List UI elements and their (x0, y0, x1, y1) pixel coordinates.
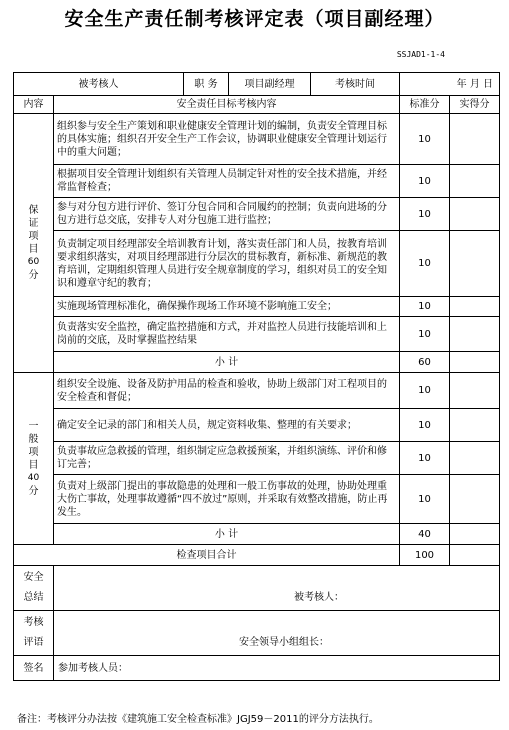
table-row (14, 297, 500, 317)
actual-score-cell[interactable] (450, 114, 500, 165)
actual-score-cell[interactable] (450, 165, 500, 198)
table-row (14, 409, 500, 442)
item-text: 根据项目安全管理计划组织有关管理人员制定针对性的安全技术措施，并经常监督检查； (54, 165, 400, 198)
actual-score-cell[interactable] (450, 317, 500, 352)
item-score: 10 (400, 165, 450, 198)
item-score: 10 (400, 114, 450, 165)
item-score: 10 (400, 442, 450, 475)
date-value: 年 月 日 (400, 73, 500, 96)
total-label: 检查项目合计 (14, 545, 400, 566)
actual-score-cell[interactable] (450, 373, 500, 409)
subtotal-label: 小 计 (54, 352, 400, 373)
column-header-row (14, 96, 500, 114)
total-row (14, 545, 500, 566)
table-row (14, 317, 500, 352)
col-items: 安全责任目标考核内容 (54, 96, 400, 114)
item-text: 组织参与安全生产策划和职业健康安全管理计划的编制，负责安全管理目标的具体实施；组织召开安全生产工作会议，协调职业健康安全管理计划运行中的重大问题； (54, 114, 400, 165)
actual-subtotal-cell[interactable] (450, 524, 500, 545)
actual-score-cell[interactable] (450, 475, 500, 524)
subtotal-row (14, 352, 500, 373)
subtotal-score: 40 (400, 524, 450, 545)
header-row (14, 73, 500, 96)
actual-score-cell[interactable] (450, 231, 500, 297)
review-row (14, 611, 500, 656)
examinee-label: 被考核人 (14, 73, 184, 96)
item-text: 确定安全记录的部门和相关人员，规定资料收集、整理的有关要求； (54, 409, 400, 442)
table-row (14, 165, 500, 198)
footnote: 备注：考核评分办法按《建筑施工安全检查标准》JGJ59－2011的评分方法执行。 (17, 714, 379, 725)
position-label: 职 务 (184, 73, 229, 96)
actual-subtotal-cell[interactable] (450, 352, 500, 373)
item-score: 10 (400, 409, 450, 442)
position-value: 项目副经理 (229, 73, 311, 96)
item-score: 10 (400, 373, 450, 409)
table-row (14, 114, 500, 165)
item-score: 10 (400, 317, 450, 352)
actual-score-cell[interactable] (450, 297, 500, 317)
actual-total-cell[interactable] (450, 545, 500, 566)
assessment-table (13, 72, 500, 681)
summary-label: 安全 总结 (14, 566, 54, 611)
item-score: 10 (400, 198, 450, 231)
review-signer[interactable]: 安全领导小组组长： (54, 611, 500, 656)
actual-score-cell[interactable] (450, 409, 500, 442)
col-content: 内容 (14, 96, 54, 114)
subtotal-score: 60 (400, 352, 450, 373)
general-section-label: 一 般 项 目 40 分 (14, 373, 54, 545)
table-row (14, 198, 500, 231)
item-text: 负责制定项目经理部安全培训教育计划，落实责任部门和人员，按教育培训要求组织落实，对项目经理部进行分层次的贯标教育，新标准、新规范的教育培训，定期组织管理人员进行安全规章制度的学习，组织对员工的安全知识和遵章守纪的教育； (54, 231, 400, 297)
actual-score-cell[interactable] (450, 198, 500, 231)
item-score: 10 (400, 297, 450, 317)
item-text: 实施现场管理标准化，确保操作现场工作环境不影响施工安全； (54, 297, 400, 317)
sign-participants[interactable]: 参加考核人员： (54, 656, 500, 681)
item-score: 10 (400, 231, 450, 297)
table-row (14, 442, 500, 475)
review-label: 考核 评语 (14, 611, 54, 656)
table-row (14, 475, 500, 524)
subtotal-label: 小 计 (54, 524, 400, 545)
form-code: SSJAD1-1-4 (396, 50, 445, 59)
item-text: 组织安全设施、设备及防护用品的检查和验收，协助上级部门对工程项目的安全检查和督促； (54, 373, 400, 409)
form-title: 安全生产责任制考核评定表（项目副经理） (64, 8, 445, 30)
time-label: 考核时间 (311, 73, 400, 96)
item-text: 负责落实安全监控，确定监控措施和方式，并对监控人员进行技能培训和上岗前的交底，及时掌握监控结果 (54, 317, 400, 352)
table-row (14, 231, 500, 297)
col-standard: 标准分 (400, 96, 450, 114)
item-text: 负责事故应急救援的管理，组织制定应急救援预案，并组织演练、评价和修订完善； (54, 442, 400, 475)
item-text: 参与对分包方进行评价、签订分包合同和合同履约的控制；负责向进场的分包方进行总交底，安排专人对分包施工进行监控； (54, 198, 400, 231)
table-row (14, 373, 500, 409)
subtotal-row (14, 524, 500, 545)
sign-label: 签名 (14, 656, 54, 681)
sign-row (14, 656, 500, 681)
actual-score-cell[interactable] (450, 442, 500, 475)
total-score: 100 (400, 545, 450, 566)
summary-signer[interactable]: 被考核人： (54, 566, 500, 611)
summary-row (14, 566, 500, 611)
item-score: 10 (400, 475, 450, 524)
item-text: 负责对上级部门提出的事故隐患的处理和一般工伤事故的处理，协助处理重大伤亡事故，处理事故遵循“四不放过”原则，并采取有效整改措施，防止再发生。 (54, 475, 400, 524)
col-actual: 实得分 (450, 96, 500, 114)
guarantee-section-label: 保 证 项 目 60 分 (14, 114, 54, 373)
